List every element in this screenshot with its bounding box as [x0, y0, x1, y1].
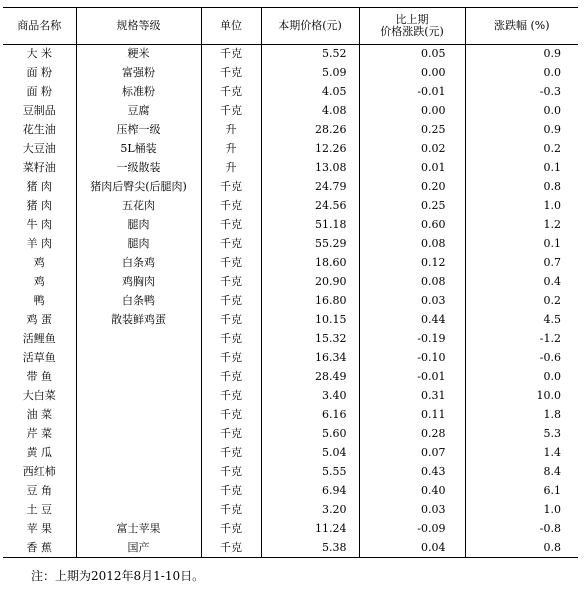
cell-change: 0.07 — [359, 444, 465, 463]
cell-pct: 8.4 — [465, 463, 578, 482]
cell-name: 牛 肉 — [26, 218, 52, 231]
cell-unit: 升 — [201, 121, 261, 140]
cell-pct: 0.9 — [465, 45, 578, 64]
cell-price: 15.32 — [261, 330, 359, 349]
footnote: 注：上期为2012年8月1-10日。 — [31, 569, 205, 583]
cell-name: 豆制品 — [22, 104, 56, 117]
cell-change: 0.02 — [359, 140, 465, 159]
header-row — [3, 8, 578, 45]
cell-price: 5.38 — [261, 539, 359, 558]
cell-change: 0.08 — [359, 235, 465, 254]
table-row — [3, 178, 578, 197]
cell-pct: 1.0 — [465, 501, 578, 520]
cell-spec: 5L桶装 — [76, 140, 201, 159]
cell-unit: 千克 — [201, 520, 261, 539]
cell-pct: -0.8 — [465, 520, 578, 539]
cell-change: 0.12 — [359, 254, 465, 273]
cell-pct: 0.9 — [465, 121, 578, 140]
cell-change: 0.03 — [359, 501, 465, 520]
cell-pct: 0.8 — [465, 178, 578, 197]
cell-price: 20.90 — [261, 273, 359, 292]
cell-name: 鸡 蛋 — [26, 313, 52, 326]
cell-spec — [76, 463, 201, 482]
cell-spec — [76, 368, 201, 387]
cell-spec: 粳米 — [76, 45, 201, 64]
cell-change: 0.43 — [359, 463, 465, 482]
cell-unit: 千克 — [201, 539, 261, 558]
cell-spec: 国产 — [76, 539, 201, 558]
cell-spec: 鸡胸肉 — [76, 273, 201, 292]
header-pct: 涨跌幅 (%) — [465, 8, 578, 45]
cell-name: 芹 菜 — [26, 427, 52, 440]
cell-change: 0.60 — [359, 216, 465, 235]
cell-unit: 千克 — [201, 311, 261, 330]
table-row — [3, 311, 578, 330]
cell-unit: 千克 — [201, 254, 261, 273]
cell-unit: 千克 — [201, 387, 261, 406]
cell-unit: 千克 — [201, 45, 261, 64]
cell-spec: 白条鸡 — [76, 254, 201, 273]
cell-price: 5.04 — [261, 444, 359, 463]
table-row — [3, 463, 578, 482]
cell-pct: 1.2 — [465, 216, 578, 235]
cell-name: 面 粉 — [26, 85, 52, 98]
cell-pct: 1.8 — [465, 406, 578, 425]
cell-unit: 千克 — [201, 501, 261, 520]
cell-price: 3.20 — [261, 501, 359, 520]
cell-unit: 千克 — [201, 330, 261, 349]
cell-name: 黄 瓜 — [26, 446, 52, 459]
header-spec: 规格等级 — [76, 8, 201, 45]
table-row — [3, 140, 578, 159]
header-price: 本期价格(元) — [261, 8, 359, 45]
cell-name: 豆 角 — [26, 484, 52, 497]
cell-pct: 0.1 — [465, 159, 578, 178]
cell-price: 3.40 — [261, 387, 359, 406]
cell-name: 羊 肉 — [26, 237, 52, 250]
cell-name: 大 米 — [26, 47, 52, 61]
price-table-container — [3, 7, 578, 558]
cell-change: -0.01 — [359, 368, 465, 387]
table-row — [3, 121, 578, 140]
cell-price: 16.80 — [261, 292, 359, 311]
cell-name: 西红柿 — [22, 465, 56, 478]
cell-name: 鸡 — [33, 275, 45, 288]
table-row — [3, 501, 578, 520]
cell-unit: 升 — [201, 140, 261, 159]
cell-pct: 1.0 — [465, 197, 578, 216]
cell-price: 6.16 — [261, 406, 359, 425]
cell-change: 0.40 — [359, 482, 465, 501]
cell-change: 0.20 — [359, 178, 465, 197]
cell-name: 油 菜 — [26, 408, 52, 421]
cell-name: 猪 肉 — [26, 180, 52, 193]
cell-spec: 腿肉 — [76, 216, 201, 235]
header-change-line1: 比上期 — [395, 13, 429, 26]
cell-unit: 千克 — [201, 64, 261, 83]
cell-pct: 0.1 — [465, 235, 578, 254]
cell-unit: 千克 — [201, 197, 261, 216]
table-row — [3, 45, 578, 64]
cell-price: 51.18 — [261, 216, 359, 235]
table-row — [3, 159, 578, 178]
cell-change: 0.28 — [359, 425, 465, 444]
cell-change: 0.31 — [359, 387, 465, 406]
cell-unit: 千克 — [201, 235, 261, 254]
header-name: 商品名称 — [3, 8, 76, 45]
cell-price: 5.52 — [261, 45, 359, 64]
cell-spec — [76, 387, 201, 406]
cell-price: 4.05 — [261, 83, 359, 102]
cell-unit: 千克 — [201, 463, 261, 482]
cell-spec: 腿肉 — [76, 235, 201, 254]
cell-change: 0.00 — [359, 102, 465, 121]
cell-change: 0.00 — [359, 64, 465, 83]
cell-spec: 压榨一级 — [76, 121, 201, 140]
cell-pct: 1.4 — [465, 444, 578, 463]
cell-pct: 0.0 — [465, 102, 578, 121]
table-row — [3, 83, 578, 102]
cell-spec: 五花肉 — [76, 197, 201, 216]
cell-unit: 千克 — [201, 178, 261, 197]
price-table — [3, 7, 578, 558]
cell-price: 5.60 — [261, 425, 359, 444]
table-row — [3, 482, 578, 501]
cell-price: 4.08 — [261, 102, 359, 121]
cell-pct: -1.2 — [465, 330, 578, 349]
cell-change: -0.01 — [359, 83, 465, 102]
cell-pct: 0.8 — [465, 539, 578, 558]
cell-price: 24.56 — [261, 197, 359, 216]
table-row — [3, 539, 578, 558]
cell-spec: 白条鸭 — [76, 292, 201, 311]
table-row — [3, 64, 578, 83]
cell-price: 5.55 — [261, 463, 359, 482]
cell-pct: 0.0 — [465, 368, 578, 387]
cell-pct: 6.1 — [465, 482, 578, 501]
table-row — [3, 349, 578, 368]
cell-name: 活鲤鱼 — [22, 332, 56, 345]
cell-name: 大白菜 — [22, 389, 56, 402]
cell-price: 18.60 — [261, 254, 359, 273]
cell-name: 鸡 — [33, 256, 45, 269]
table-row — [3, 406, 578, 425]
cell-name: 猪 肉 — [26, 199, 52, 212]
cell-price: 12.26 — [261, 140, 359, 159]
table-row — [3, 387, 578, 406]
table-row — [3, 235, 578, 254]
table-row — [3, 425, 578, 444]
cell-name: 鸭 — [33, 294, 45, 307]
cell-unit: 升 — [201, 159, 261, 178]
table-row — [3, 292, 578, 311]
cell-spec — [76, 425, 201, 444]
cell-name: 苹 果 — [26, 522, 52, 535]
cell-pct: 10.0 — [465, 387, 578, 406]
cell-unit: 千克 — [201, 216, 261, 235]
table-row — [3, 102, 578, 121]
cell-change: 0.25 — [359, 197, 465, 216]
cell-name: 菜籽油 — [22, 161, 56, 174]
cell-change: 0.05 — [359, 45, 465, 64]
cell-unit: 千克 — [201, 102, 261, 121]
cell-change: 0.01 — [359, 159, 465, 178]
cell-price: 55.29 — [261, 235, 359, 254]
cell-pct: -0.3 — [465, 83, 578, 102]
cell-name: 活草鱼 — [22, 351, 56, 364]
cell-pct: -0.6 — [465, 349, 578, 368]
cell-spec: 散装鲜鸡蛋 — [76, 311, 201, 330]
cell-spec — [76, 482, 201, 501]
cell-spec — [76, 444, 201, 463]
cell-spec: 豆腐 — [76, 102, 201, 121]
cell-spec: 猪肉后臀尖(后腿肉) — [76, 178, 201, 197]
table-row — [3, 197, 578, 216]
cell-price: 28.49 — [261, 368, 359, 387]
cell-price: 10.15 — [261, 311, 359, 330]
cell-name: 花生油 — [22, 123, 56, 136]
cell-change: 0.04 — [359, 539, 465, 558]
cell-unit: 千克 — [201, 83, 261, 102]
cell-unit: 千克 — [201, 349, 261, 368]
cell-unit: 千克 — [201, 368, 261, 387]
table-row — [3, 444, 578, 463]
cell-unit: 千克 — [201, 482, 261, 501]
cell-spec: 富士苹果 — [76, 520, 201, 539]
cell-pct: 5.3 — [465, 425, 578, 444]
cell-price: 6.94 — [261, 482, 359, 501]
header-unit: 单位 — [201, 8, 261, 45]
cell-unit: 千克 — [201, 273, 261, 292]
cell-unit: 千克 — [201, 425, 261, 444]
cell-spec: 标准粉 — [76, 83, 201, 102]
table-row — [3, 520, 578, 539]
cell-unit: 千克 — [201, 292, 261, 311]
cell-change: -0.09 — [359, 520, 465, 539]
cell-pct: 0.2 — [465, 140, 578, 159]
cell-change: 0.08 — [359, 273, 465, 292]
table-row — [3, 216, 578, 235]
cell-change: 0.03 — [359, 292, 465, 311]
header-change-line2: 价格涨跌(元) — [380, 25, 444, 38]
cell-change: 0.25 — [359, 121, 465, 140]
table-row — [3, 273, 578, 292]
cell-name: 香 蕉 — [3, 539, 76, 558]
cell-spec: 富强粉 — [76, 64, 201, 83]
cell-name: 土 豆 — [26, 503, 52, 516]
cell-change: -0.19 — [359, 330, 465, 349]
cell-unit: 千克 — [201, 444, 261, 463]
cell-pct: 0.7 — [465, 254, 578, 273]
cell-change: 0.44 — [359, 311, 465, 330]
cell-name: 带 鱼 — [26, 370, 52, 383]
cell-spec — [76, 501, 201, 520]
table-row — [3, 368, 578, 387]
cell-price: 13.08 — [261, 159, 359, 178]
cell-price: 11.24 — [261, 520, 359, 539]
cell-spec — [76, 330, 201, 349]
cell-change: 0.11 — [359, 406, 465, 425]
table-row — [3, 254, 578, 273]
cell-price: 16.34 — [261, 349, 359, 368]
cell-spec — [76, 349, 201, 368]
cell-spec: 一级散装 — [76, 159, 201, 178]
cell-pct: 0.0 — [465, 64, 578, 83]
cell-unit: 千克 — [201, 406, 261, 425]
cell-spec — [76, 406, 201, 425]
header-change — [359, 8, 465, 45]
cell-price: 5.09 — [261, 64, 359, 83]
table-row — [3, 330, 578, 349]
cell-pct: 0.4 — [465, 273, 578, 292]
cell-pct: 4.5 — [465, 311, 578, 330]
cell-pct: 0.2 — [465, 292, 578, 311]
cell-price: 24.79 — [261, 178, 359, 197]
cell-name: 大豆油 — [22, 142, 56, 155]
cell-change: -0.10 — [359, 349, 465, 368]
cell-price: 28.26 — [261, 121, 359, 140]
cell-name: 面 粉 — [26, 66, 52, 79]
